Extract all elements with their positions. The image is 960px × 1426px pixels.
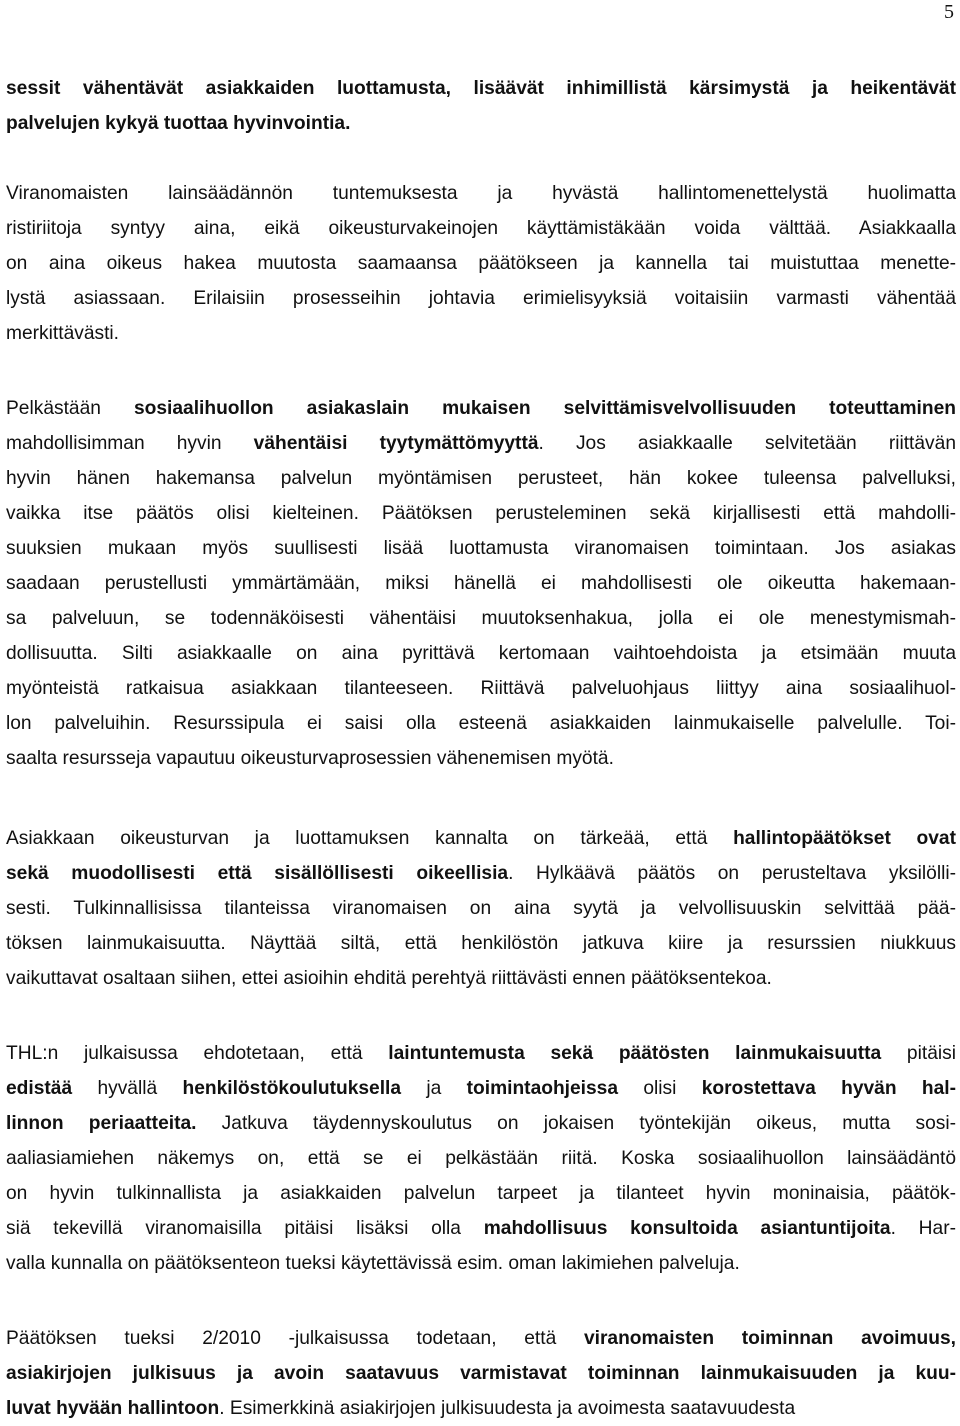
text-run: aaliasiamiehen näkemys on, että se ei pelkästään riitä. Koska sosiaalihuollon lainsäädäntö [6,1148,956,1169]
paragraph-6 [6,1321,956,1426]
bold-text-run: vähentäisi tyytymättömyyttä [253,433,539,454]
text-run: Viranomaisten lainsäädännön tuntemuksesta ja hyvästä hallintomenettelystä huolimatta [6,183,956,204]
bold-text-run: luvat hyvään hallintoon [6,1398,220,1419]
text-line [6,821,956,856]
bold-text-run: asiakirjojen julkisuus ja avoin saatavuus varmistavat toiminnan lainmukaisuuden ja kuu- [6,1363,956,1384]
text-line [6,391,956,426]
text-line [6,741,956,776]
text-run: . Esimerkkinä asiakirjojen julkisuudesta ja avoimesta saatavuudesta [219,1398,796,1419]
bold-text-run: edistää [6,1078,73,1099]
text-run: suuksien mukaan myös suullisesti lisää luottamusta viranomaisen toimintaan. Jos asiakas [6,538,956,559]
text-run: Jatkuva täydennyskoulutus on jokaisen työntekijän oikeus, mutta sosi- [196,1113,956,1134]
bold-text-run: sekä muodollisesti että sisällöllisesti oikeellisia [6,863,509,884]
text-run: THL:n julkaisussa ehdotetaan, että [6,1043,389,1064]
text-line [6,671,956,706]
text-run: hyvällä [72,1078,183,1099]
text-run: Asiakkaan oikeusturvan ja luottamuksen kannalta on tärkeää, että [6,828,734,849]
text-run: sesti. Tulkinnallisissa tilanteissa viranomaisen on aina syytä ja velvollisuuskin selvittää pää- [6,898,956,919]
paragraph-2 [6,176,956,351]
text-run: merkittävästi. [6,323,120,344]
paragraph-1 [6,71,956,141]
text-run: ristiriitoja syntyy aina, eikä oikeusturvakeinojen käyttämistäkään voida välttää. Asiakkaalla [6,218,956,239]
text-line [6,601,956,636]
text-run: vaikka itse päätös olisi kielteinen. Päätöksen perusteleminen sekä kirjallisesti että mahdolli- [6,503,956,524]
text-line [6,176,956,211]
text-run: pitäisi [881,1043,956,1064]
bold-text-run: sessit vähentävät asiakkaiden luottamusta, lisäävät inhimillistä kärsimystä ja heikentävät [6,78,956,99]
bold-text-run: laintuntemusta sekä päätösten lainmukaisuutta [388,1043,882,1064]
text-run: olisi [618,1078,702,1099]
bold-text-run: linnon periaatteita. [6,1113,197,1134]
text-line [6,426,956,461]
text-line [6,211,956,246]
text-line [6,1141,956,1176]
text-line [6,496,956,531]
text-run: dollisuutta. Silti asiakkaalle on aina pyrittävä kertomaan vaihtoehdoista ja etsimään muuta [6,643,956,664]
text-line [6,281,956,316]
text-line [6,246,956,281]
text-line [6,856,956,891]
text-line [6,1321,956,1356]
text-line [6,926,956,961]
text-line [6,71,956,106]
text-line [6,566,956,601]
text-run: ja [401,1078,467,1099]
text-run: saadaan perustellusti ymmärtämään, miksi hänellä ei mahdollisesti ole oikeutta hakemaan- [6,573,956,594]
text-run: hyvin hänen hakemansa palvelun myöntämisen perusteet, hän kokee tuleensa palvelluksi, [6,468,956,489]
bold-text-run: korostettava hyvän hal- [701,1078,956,1099]
text-run: . Har- [890,1218,956,1239]
text-line [6,706,956,741]
text-run: siä tekevillä viranomaisilla pitäisi lisäksi olla [6,1218,484,1239]
text-run: sa palveluun, se todennäköisesti vähentäisi muutoksenhakua, jolla ei ole menestymismah- [6,608,956,629]
text-line [6,1036,956,1071]
text-run: valla kunnalla on päätöksenteon tueksi käytettävissä esim. oman lakimiehen palveluja. [6,1253,740,1274]
text-run: lystä asiassaan. Erilaisiin prosesseihin johtavia erimielisyyksiä voitaisiin varmasti vähentää [6,288,956,309]
text-run: myönteistä ratkaisua asiakkaan tilanteeseen. Riittävä palveluohjaus liittyy aina sosiaalihuol- [6,678,956,699]
page-number: 5 [944,1,954,23]
text-line [6,891,956,926]
text-run: on hyvin tulkinnallista ja asiakkaiden palvelun tarpeet ja tilanteet hyvin moninaisia, päätök- [6,1183,956,1204]
text-line [6,106,956,141]
text-line [6,1391,956,1426]
paragraph-3 [6,391,956,776]
text-line [6,461,956,496]
paragraph-5 [6,1036,956,1281]
bold-text-run: palvelujen kykyä tuottaa hyvinvointia. [6,113,351,134]
text-run: Pelkästään [6,398,134,419]
bold-text-run: hallintopäätökset ovat [733,828,956,849]
text-run: . Hylkäävä päätös on perusteltava yksilölli- [508,863,957,884]
text-line [6,1106,956,1141]
text-line [6,1071,956,1106]
text-run: on aina oikeus hakea muutosta saamaansa päätökseen ja kannella tai muistuttaa menette- [6,253,956,274]
bold-text-run: henkilöstökoulutuksella [182,1078,402,1099]
text-run: mahdollisimman hyvin [6,433,254,454]
text-run: vaikuttavat osaltaan siihen, ettei asioihin ehditä perehtyä riittävästi ennen päätöksentekoa. [6,968,772,989]
bold-text-run: sosiaalihuollon asiakaslain mukaisen selvittämisvelvollisuuden toteuttaminen [133,398,956,419]
text-run: töksen lainmukaisuutta. Näyttää siltä, että henkilöstön jatkuva kiire ja resurssien niukkuus [6,933,956,954]
bold-text-run: viranomaisten toiminnan avoimuus, [583,1328,956,1349]
text-line [6,961,956,996]
text-line [6,1211,956,1246]
text-line [6,636,956,671]
text-run: lon palveluihin. Resurssipula ei saisi olla esteenä asiakkaiden lainmukaiselle palvelulle. Toi- [6,713,956,734]
paragraph-4 [6,821,956,996]
text-line [6,1246,956,1281]
text-run: . Jos asiakkaalle selvitetään riittävän [538,433,956,454]
bold-text-run: mahdollisuus konsultoida asiantuntijoita [483,1218,891,1239]
bold-text-run: toimintaohjeissa [466,1078,619,1099]
text-line [6,1356,956,1391]
text-run: Päätöksen tueksi 2/2010 -julkaisussa todetaan, että [6,1328,584,1349]
text-line [6,316,956,351]
text-line [6,1176,956,1211]
text-run: saalta resursseja vapautuu oikeusturvaprosessien vähenemisen myötä. [6,748,614,769]
text-line [6,531,956,566]
